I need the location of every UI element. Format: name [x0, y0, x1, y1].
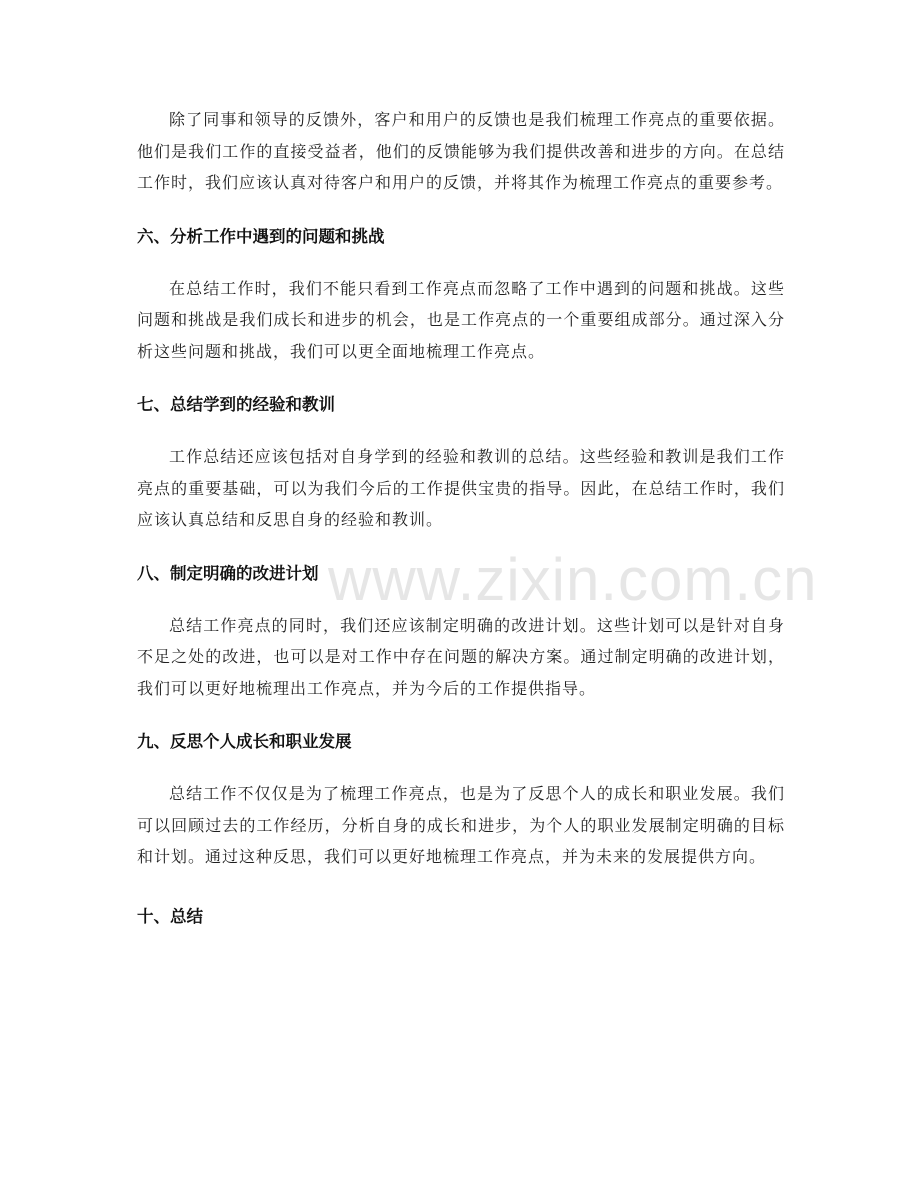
paragraph-personal-growth: 总结工作不仅仅是为了梳理工作亮点，也是为了反思个人的成长和职业发展。我们可以回顾过去的工作经历，分析自身的成长和进步，为个人的职业发展制定明确的目标和计划。通过这种反思，我们可以更好地梳理工作亮点，并为未来的发展提供方向。 — [137, 784, 785, 866]
heading-section-6: 六、分析工作中遇到的问题和挑战 — [137, 226, 385, 246]
heading-section-10: 十、总结 — [137, 906, 203, 926]
heading-section-7: 七、总结学到的经验和教训 — [137, 395, 335, 414]
paragraph-problems-challenges: 在总结工作时，我们不能只看到工作亮点而忽略了工作中遇到的问题和挑战。这些问题和挑战是我们成长和进步的机会，也是工作亮点的一个重要组成部分。通过深入分析这些问题和挑战，我们可以更全面地梳理工作亮点。 — [137, 278, 785, 361]
paragraph-improvement-plan: 总结工作亮点的同时，我们还应该制定明确的改进计划。这些计划可以是针对自身不足之处的改进，也可以是对工作中存在问题的解决方案。通过制定明确的改进计划，我们可以更好地梳理出工作亮点，并为今后的工作提供指导。 — [137, 615, 785, 698]
heading-section-9: 九、反思个人成长和职业发展 — [137, 732, 352, 751]
document-body — [137, 104, 785, 933]
heading-section-8: 八、制定明确的改进计划 — [137, 563, 319, 583]
paragraph-lessons-learned: 工作总结还应该包括对自身学到的经验和教训的总结。这些经验和教训是我们工作亮点的重要基础，可以为我们今后的工作提供宝贵的指导。因此，在总结工作时，我们应该认真总结和反思自身的经验和教训。 — [137, 447, 785, 529]
paragraph-customer-feedback: 除了同事和领导的反馈外，客户和用户的反馈也是我们梳理工作亮点的重要依据。他们是我们工作的直接受益者，他们的反馈能够为我们提供改善和进步的方向。在总结工作时，我们应该认真对待客户和用户的反馈，并将其作为梳理工作亮点的重要参考。 — [137, 110, 785, 192]
watermark-text: www.zixin.com.cn — [328, 546, 818, 613]
